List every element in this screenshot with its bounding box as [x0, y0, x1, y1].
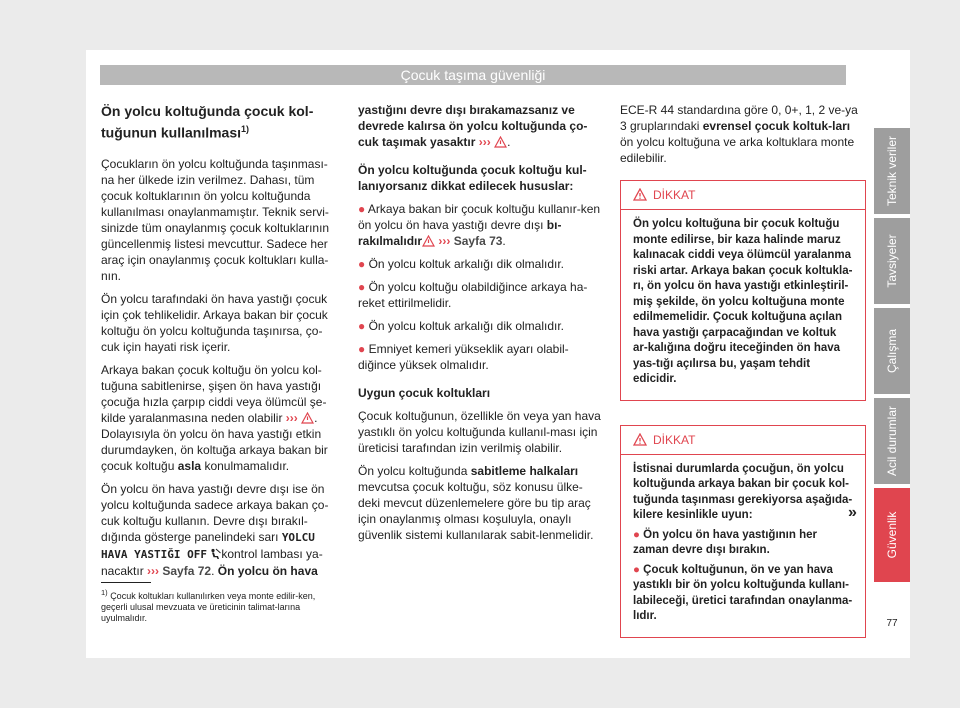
next-page-marker: » [848, 504, 857, 521]
bullet-icon: ● [358, 202, 366, 216]
text: Emniyet kemeri yükseklik ayarı olabil-diğince yüksek olmalıdır. [358, 342, 569, 372]
paragraph: Çocukların ön yolcu koltuğunda taşınması-na her ülkede izin verilmez. Dahası, tüm çocuk koltuklarının ön yolcu koltuğunda kullanılması onaylanmamıştır. Teknik servi-sinizde tüm onaylanmış çocuk koltuklarının güncellenmiş listesi mevcuttur. Sadece her araç için onaylanmış çocuk koltukları kulla-nın. [101, 156, 330, 283]
column-3 [620, 102, 866, 662]
warning-bullet [633, 528, 853, 559]
tab-label: Güvenlik [885, 511, 899, 559]
footnote-divider [101, 582, 151, 583]
warning-header [621, 181, 865, 210]
warning-body [621, 210, 865, 400]
tab-tavsiyeler[interactable] [874, 218, 910, 304]
footnote-text: Çocuk koltukları kullanılırken veya monte edilir-ken, geçerli ulusal mevzuata ve üreticinin talimat-larına uyulmalıdır. [101, 591, 316, 623]
page-link[interactable]: Sayfa 72 [162, 563, 212, 578]
tab-acil-durumlar[interactable] [874, 398, 910, 484]
text: . [507, 135, 511, 149]
paragraph [620, 102, 866, 166]
emphasis: Ön yolcu ön hava [217, 563, 318, 578]
bullet-icon: ● [358, 280, 366, 294]
text: . [314, 410, 318, 425]
cross-ref-arrows[interactable]: ››› [478, 135, 491, 149]
bullet-item [358, 256, 603, 272]
bullet-item [358, 279, 603, 311]
text: Ön yolcu koltuk arkalığı dik olmalıdır. [368, 257, 565, 271]
heading-footnote-mark: 1) [241, 124, 250, 134]
paragraph [101, 426, 341, 474]
column-1 [101, 102, 341, 586]
tab-calisma[interactable] [874, 308, 910, 394]
tab-guvenlik[interactable] [874, 488, 910, 582]
emphasis: bı-rakılmalıdır [358, 218, 562, 248]
warning-label: DİKKAT [653, 188, 696, 202]
cross-ref-arrows[interactable]: ››› [147, 563, 160, 578]
warning-triangle-icon [494, 136, 507, 148]
footnote [101, 582, 341, 624]
paragraph: Çocuk koltuğunun, özellikle ön veya yan hava yastıklı ön yolcu koltuğunda kullanıl-ması için üreticisi tarafından izin verilmiş olabilir. [358, 409, 601, 455]
tab-label: Çalışma [885, 328, 899, 374]
warning-header [621, 426, 865, 455]
heading-text: Ön yolcu koltuğunda çocuk kol-tuğunun kullanılması [101, 103, 314, 141]
text: Çocuk koltuğunun, ön ve yan hava yastıklı bir ön yolcu koltuğunda kullanı-labileceği, üretici tarafından onaylanma-lıdır. [633, 563, 853, 622]
paragraph [101, 362, 341, 426]
warning-text: İstisnai durumlarda çocuğun, ön yolcu koltuğunda arkaya bakan bir çocuk kol-tuğunda taşınması gerekiyorsa aşağıda-kilere kesinlikle uyun: [633, 462, 853, 521]
text: Ön yolcu koltuğu olabildiğince arkaya ha-reket ettirilmelidir. [358, 280, 588, 310]
emphasis: sabitleme halkaları [470, 464, 579, 478]
emphasis: evrensel çocuk koltuk-ları [702, 119, 851, 133]
text: ön yolcu koltuğuna ve arka koltuklara monte edilebilir. [620, 135, 855, 165]
cross-ref-arrows[interactable]: ››› [438, 234, 451, 248]
text: . [211, 563, 215, 578]
bullet-icon: ● [358, 257, 366, 271]
tab-label: Tavsiyeler [885, 234, 899, 288]
paragraph [358, 463, 603, 543]
tab-teknik-veriler[interactable] [874, 128, 910, 214]
emphasis: asla [177, 458, 202, 473]
page-number: 77 [886, 618, 898, 629]
subheading: Uygun çocuk koltukları [358, 386, 491, 400]
warning-triangle-icon [422, 235, 435, 247]
paragraph [358, 102, 603, 150]
subheading: Ön yolcu koltuğunda çocuk koltuğu kul-lanıyorsanız dikkat edilecek hususlar: [358, 163, 587, 193]
warning-box [620, 180, 866, 401]
text: ECE-R 44 standardına göre 0, 0+, 1, 2 ve-ya 3 gruplarındaki [620, 103, 858, 133]
bullet-icon: ● [633, 528, 640, 541]
page-link[interactable]: Sayfa 73 [453, 234, 503, 248]
bullet-item [358, 318, 603, 334]
tab-label: Teknik veriler [885, 135, 899, 207]
bullet-item [358, 201, 603, 249]
footnote-mark: 1) [101, 588, 108, 597]
warning-label: DİKKAT [653, 432, 696, 447]
text: Arkaya bakan bir çocuk koltuğu kullanır-ken ön yolcu ön hava yastığı devre dışı [358, 202, 601, 232]
text: kontrol lambası ya-nacaktır [101, 546, 323, 578]
warning-triangle-icon [301, 412, 314, 424]
warning-triangle-icon [633, 188, 647, 201]
paragraph [101, 481, 341, 579]
text: Ön yolcu koltuğunda [358, 464, 468, 478]
text: konulmamalıdır. [204, 458, 290, 473]
paragraph: Ön yolcu tarafındaki ön hava yastığı çocuk için çok tehlikelidir. Arkaya bakan bir çocuk koltuğu ön yolcu koltuğunda taşınırsa, ço-cuk için hayati risk içerir. [101, 291, 328, 354]
text: Ön yolcu koltuk arkalığı dik olmalıdır. [368, 319, 565, 333]
text: Ön yolcu ön hava yastığı devre dışı ise ön yolcu koltuğunda sadece arkaya bakan ço-cuk koltuğu kullanın. Devre dışı bırakıl-dığında gösterge panelindeki sarı [101, 481, 329, 544]
bullet-icon: ● [358, 342, 366, 356]
text: . [502, 234, 506, 248]
manual-page [86, 50, 910, 658]
text: Arkaya bakan çocuk koltuğu ön yolcu kol-tuğuna sabitlenirse, şişen ön hava yastığı çocuğa hızla çarpıp ciddi veya ölümcül şe-kilde yaralanmasına neden olabilir [101, 362, 327, 425]
bullet-icon: ● [633, 563, 640, 576]
cross-ref-arrows[interactable]: ››› [285, 410, 298, 425]
warning-box [620, 425, 866, 638]
page-header: Çocuk taşıma güvenliği [100, 65, 846, 85]
indicator-label: YOLCU HAVA YASTIĞI OFF [101, 530, 315, 561]
bullet-icon: ● [358, 319, 366, 333]
warning-triangle-icon [633, 433, 647, 446]
emphasis: yastığını devre dışı bırakamazsanız ve devrede kalırsa ön yolcu koltuğunda ço-cuk taşımak yasaktır [358, 103, 588, 149]
text: mevcutsa çocuk koltuğu, söz konusu ülke-deki mevcut düzenlemelere göre bu tip araç için onaylanmış olması koşuluyla, onaylı güvenlik sistemi kullanılarak sabit-lenmelidir. [358, 480, 594, 542]
warning-bullet [633, 563, 853, 625]
warning-body [621, 455, 865, 637]
tab-label: Acil durumlar [885, 405, 899, 477]
warning-text: Ön yolcu koltuğuna bir çocuk koltuğu monte edilirse, bir kaza halinde maruz kalınacak ciddi veya ölümcül yaralanma riski artar. Arkaya bakan çocuk koltukla-rı, ön yolcu ön hava yastığı etkinleştiril-miş şekilde, ön yolcu koltuğuna monte edilmemelidir. Çocuk koltuğuna açılan hava yastığı çarpacağından ve koltuk ar-kalığına doğru iteceğinden ön hava yas-tığı açılırsa bu, yaşam tehdit edicidir. [633, 218, 853, 385]
bullet-item [358, 341, 603, 373]
column-2 [358, 102, 603, 550]
airbag-off-icon [210, 548, 221, 560]
text: Dolayısıyla ön yolcu ön hava yastığı etkin durumdayken, ön koltuğa arkaya bakan bir çocuk koltuğu [101, 426, 328, 473]
section-heading [101, 102, 341, 142]
text: Ön yolcu ön hava yastığının her zaman devre dışı bırakın. [633, 528, 817, 556]
